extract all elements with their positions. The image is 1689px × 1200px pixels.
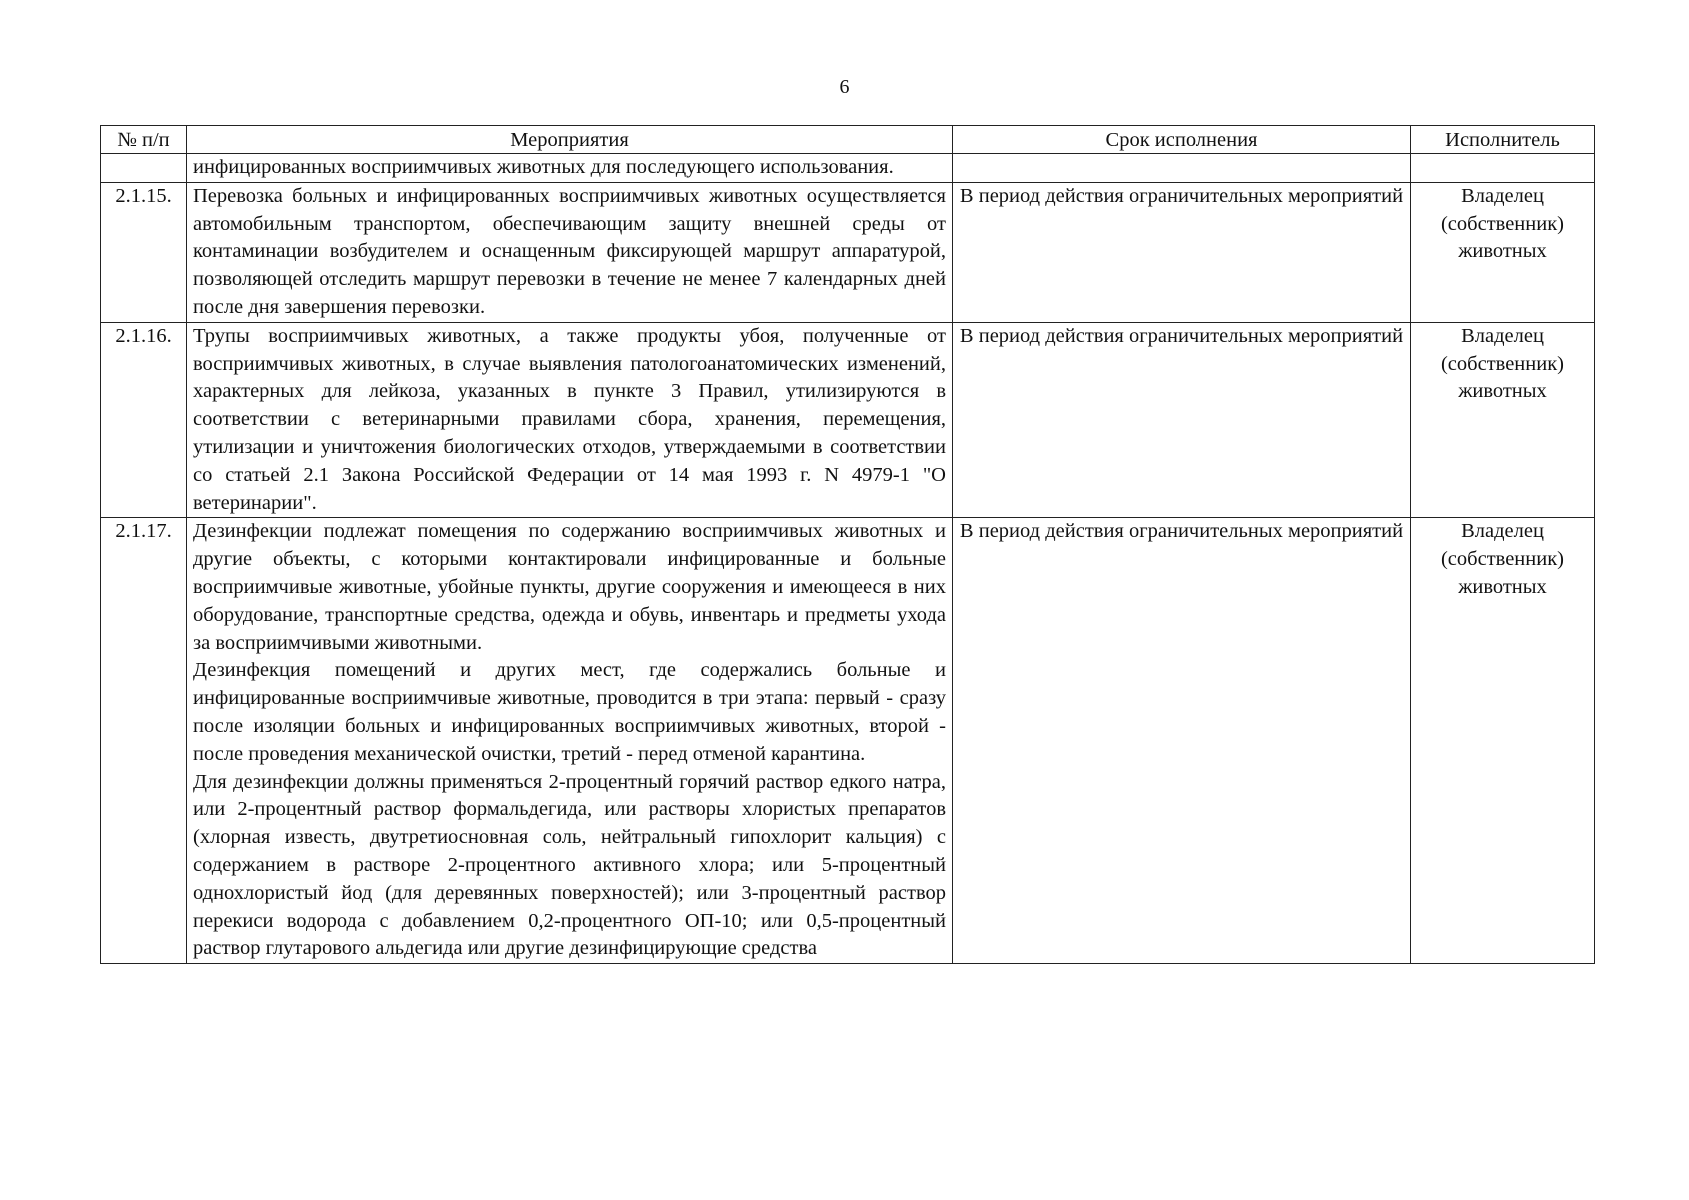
table-row-2-1-16	[101, 322, 1595, 518]
activity-paragraph: Дезинфекции подлежат помещения по содержанию восприимчивых животных и другие объекты, с которыми контактировали инфицированные и больные восприимчивые животные, убойные пункты, другие сооружения и имеющееся в них оборудование, транспортные средства, одежда и обувь, инвентарь и предметы ухода за восприимчивыми животными.	[193, 520, 946, 654]
page-number: 6	[839, 76, 850, 98]
table-row-2-1-17	[101, 518, 1595, 964]
cell-term: В период действия ограничительных мероприятий	[953, 182, 1411, 322]
cell-executor: Владелец (собственник) животных	[1411, 182, 1595, 322]
cell-num: 2.1.15.	[101, 182, 187, 322]
table-header-row	[101, 126, 1595, 154]
activity-paragraph: Трупы восприимчивых животных, а также продукты убоя, полученные от восприимчивых животных, в случае выявления патологоанатомических изменений, характерных для лейкоза, указанных в пункте 3 Правил, утилизируются в соответствии с ветеринарными правилами сбора, хранения, перемещения, утилизации и уничтожения биологических отходов, утверждаемыми в соответствии со статьей 2.1 Закона Российской Федерации от 14 мая 1993 г. N 4979-1 "О ветеринарии".	[193, 324, 946, 514]
table-row-2-1-15	[101, 182, 1595, 322]
measures-table	[100, 125, 1595, 964]
activity-paragraph: Для дезинфекции должны применяться 2-процентный горячий раствор едкого натра, или 2-процентный раствор формальдегида, или растворы хлористых препаратов (хлорная известь, двутретиосновная соль, нейтральный гипохлорит кальция) с содержанием в растворе 2-процентного активного хлора; или 5-процентный однохлористый йод (для деревянных поверхностей); или 3-процентный раствор перекиси водорода с добавлением 0,2-процентного ОП-10; или 0,5-процентный раствор глутарового альдегида или другие дезинфицирующие средства	[193, 770, 946, 960]
cell-num: 2.1.17.	[101, 518, 187, 964]
table-row-continuation	[101, 154, 1595, 183]
cell-num	[101, 154, 187, 183]
activity-paragraph: Дезинфекция помещений и других мест, где содержались больные и инфицированные восприимчивые животные, проводится в три этапа: первый - сразу после изоляции больных и инфицированных восприимчивых животных, второй - после проведения механической очистки, третий - перед отменой карантина.	[193, 659, 946, 765]
cell-activity: инфицированных восприимчивых животных для последующего использования.	[187, 154, 953, 183]
header-num: № п/п	[101, 126, 187, 154]
cell-activity	[187, 518, 953, 964]
header-term: Срок исполнения	[953, 126, 1411, 154]
cell-term	[953, 154, 1411, 183]
cell-term: В период действия ограничительных мероприятий	[953, 518, 1411, 964]
cell-num: 2.1.16.	[101, 322, 187, 518]
cell-activity	[187, 182, 953, 322]
header-executor: Исполнитель	[1411, 126, 1595, 154]
cell-executor: Владелец (собственник) животных	[1411, 518, 1595, 964]
cell-executor: Владелец (собственник) животных	[1411, 322, 1595, 518]
header-activity: Мероприятия	[187, 126, 953, 154]
activity-paragraph: Перевозка больных и инфицированных восприимчивых животных осуществляется автомобильным транспортом, обеспечивающим защиту внешней среды от контаминации возбудителем и оснащенным фиксирующей маршрут аппаратурой, позволяющей отследить маршрут перевозки в течение не менее 7 календарных дней после дня завершения перевозки.	[193, 184, 946, 318]
cell-term: В период действия ограничительных мероприятий	[953, 322, 1411, 518]
cell-executor	[1411, 154, 1595, 183]
cell-activity	[187, 322, 953, 518]
